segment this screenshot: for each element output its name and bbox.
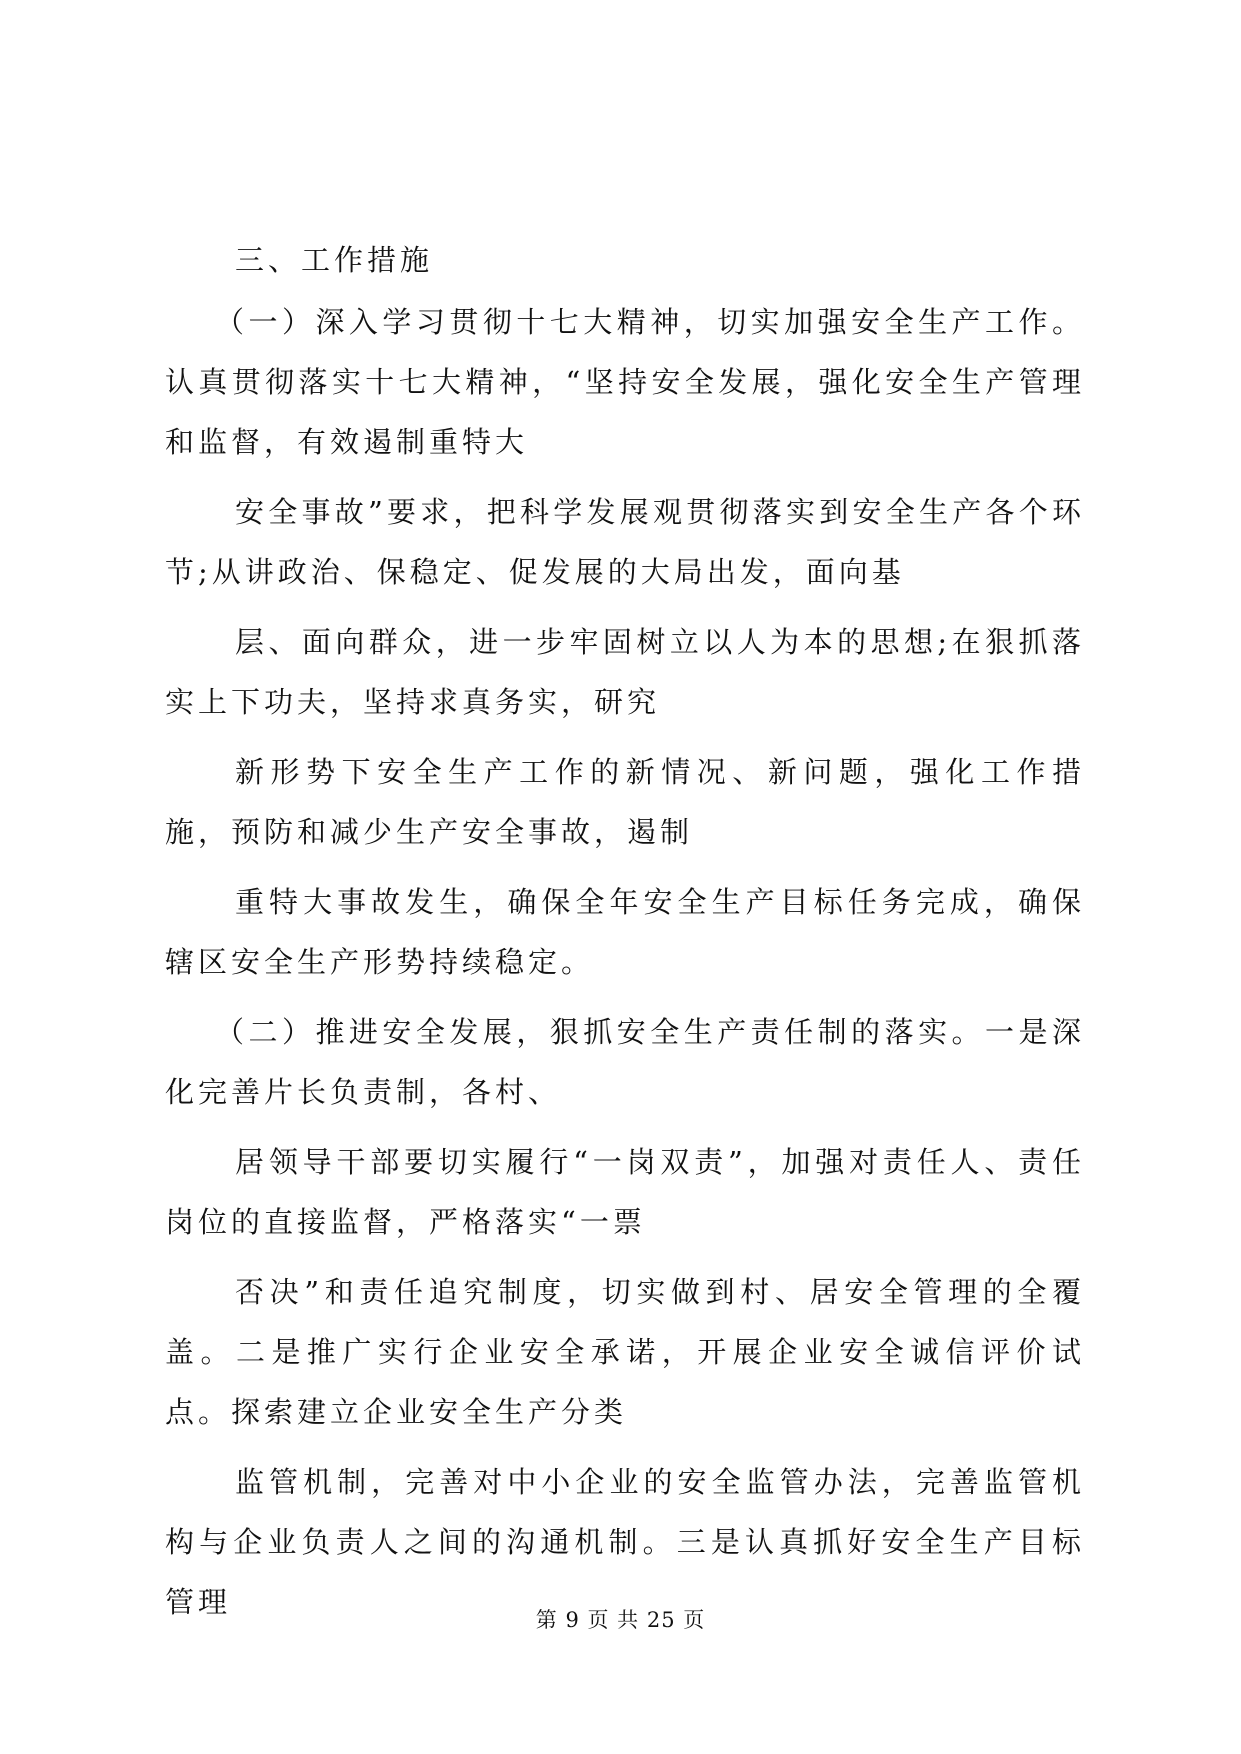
- paragraph: 居领导干部要切实履行“一岗双责”，加强对责任人、责任岗位的直接监督，严格落实“一票: [165, 1145, 1085, 1239]
- paragraph: 否决”和责任追究制度，切实做到村、居安全管理的全覆盖。二是推广实行企业安全承诺，开展企业安全诚信评价试点。探索建立企业安全生产分类: [165, 1275, 1085, 1429]
- paragraph: 监管机制，完善对中小企业的安全监管办法，完善监管机构与企业负责人之间的沟通机制。三是认真抓好安全生产目标管理: [165, 1465, 1085, 1619]
- paragraph: （二）推进安全发展，狠抓安全生产责任制的落实。一是深化完善片长负责制，各村、: [165, 1015, 1085, 1109]
- paragraph: 层、面向群众，进一步牢固树立以人为本的思想;在狠抓落实上下功夫，坚持求真务实，研究: [165, 625, 1085, 719]
- document-body: [165, 230, 1085, 1642]
- paragraph: （一）深入学习贯彻十七大精神，切实加强安全生产工作。认真贯彻落实十七大精神，“坚持安全发展，强化安全生产管理和监督，有效遏制重特大: [165, 305, 1085, 459]
- page-number-footer: 第 9 页 共 25 页: [535, 1608, 706, 1632]
- paragraph: 安全事故”要求，把科学发展观贯彻落实到安全生产各个环节;从讲政治、保稳定、促发展的大局出发，面向基: [165, 495, 1085, 589]
- paragraph: 重特大事故发生，确保全年安全生产目标任务完成，确保辖区安全生产形势持续稳定。: [165, 885, 1085, 979]
- section-heading: 三、工作措施: [235, 243, 434, 277]
- paragraph: 新形势下安全生产工作的新情况、新问题，强化工作措施，预防和减少生产安全事故，遏制: [165, 755, 1085, 849]
